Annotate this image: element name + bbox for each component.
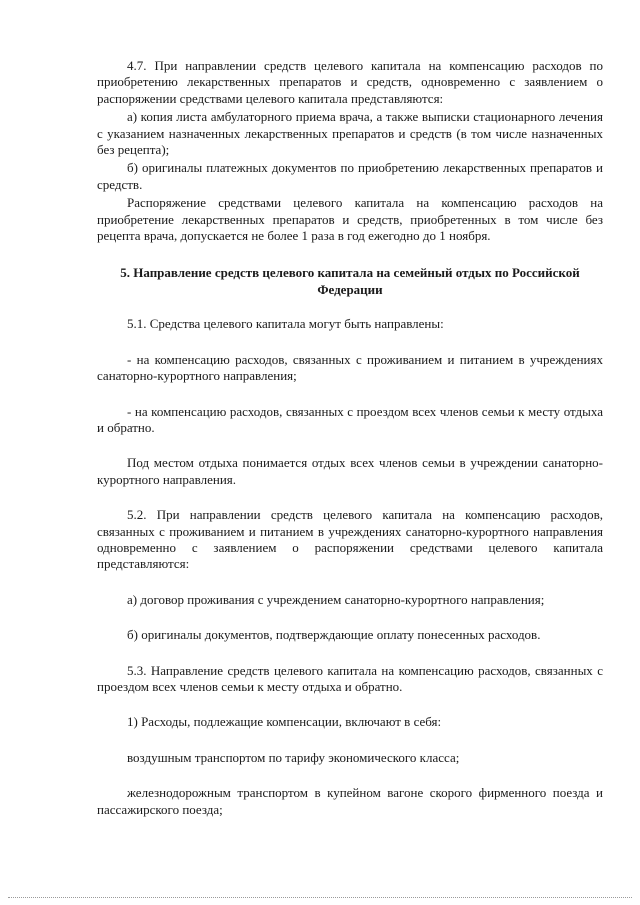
page-bottom-divider — [8, 897, 632, 898]
paragraph-4-7-b: б) оригиналы платежных документов по приобретению лекарственных препаратов и средств. — [97, 160, 603, 192]
paragraph-4-7-c: Распоряжение средствами целевого капитала на компенсацию расходов на приобретение лекарственных препаратов и средств, приобретенных в том числе без рецепта врача, допускается не более 1 раза в год ежегодно до 1 ноября. — [97, 195, 603, 244]
paragraph-5-1-a: - на компенсацию расходов, связанных с проживанием и питанием в учреждениях санаторно-курортного направления; — [97, 351, 603, 384]
paragraph-5-2: 5.2. При направлении средств целевого капитала на компенсацию расходов, связанных с проживанием и питанием в учреждениях санаторно-курортного направления одновременно с заявлением о распоряжении средствами целевого капитала представляются: — [97, 507, 603, 572]
paragraph-5-3: 5.3. Направление средств целевого капитала на компенсацию расходов, связанных с проездом всех членов семьи к месту отдыха и обратно. — [97, 662, 603, 694]
paragraph-5-3-1-a: воздушным транспортом по тарифу экономического класса; — [127, 749, 460, 765]
paragraph-5-2-a: а) договор проживания с учреждением санаторно-курортного направления; — [127, 591, 545, 607]
paragraph-5-2-b: б) оригиналы документов, подтверждающие оплату понесенных расходов. — [127, 627, 541, 643]
paragraph-4-7-a: а) копия листа амбулаторного приема врача, а также выписки стационарного лечения с указанием назначенных лекарственных препаратов и средств (в том числе назначенных без рецепта); — [97, 109, 603, 158]
paragraph-5-1-b: - на компенсацию расходов, связанных с проездом всех членов семьи к месту отдыха и обратно. — [97, 403, 603, 435]
paragraph-5-3-1: 1) Расходы, подлежащие компенсации, включают в себя: — [127, 714, 442, 730]
document-body — [97, 58, 603, 818]
paragraph-5-3-1-b: железнодорожным транспортом в купейном вагоне скорого фирменного поезда и пассажирского поезда; — [97, 785, 603, 817]
paragraph-4-7: 4.7. При направлении средств целевого капитала на компенсацию расходов по приобретению лекарственных препаратов и средств, одновременно с заявлением о распоряжении средствами целевого капитала представляются: — [97, 58, 603, 106]
paragraph-5-1: 5.1. Средства целевого капитала могут быть направлены: — [127, 316, 444, 332]
paragraph-5-1-c: Под местом отдыха понимается отдых всех членов семьи в учреждении санаторно-курортного направления. — [97, 455, 603, 487]
section-5-heading: 5. Направление средств целевого капитала на семейный отдых по Российской Федерации — [120, 265, 580, 297]
